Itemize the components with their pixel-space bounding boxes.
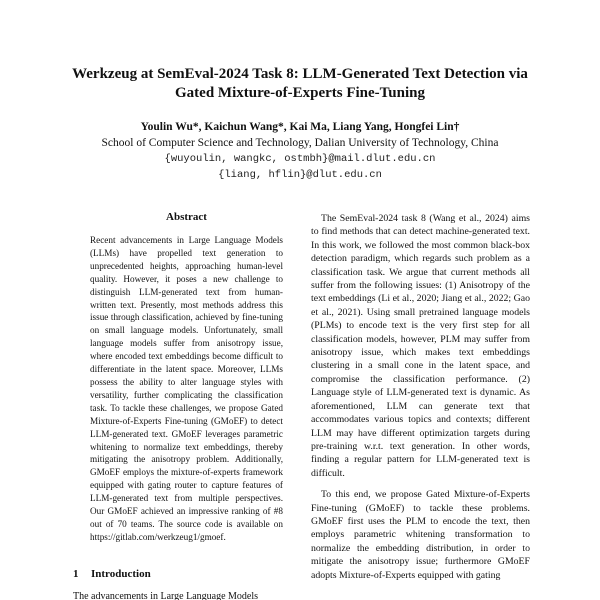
paragraph-1: The SemEval-2024 task 8 (Wang et al., 2024) aims to find methods that can detect machine-generated text. In this work, we followed the most common black-box detection paradigm, which regards such problem as a classification task. We argue that current methods all suffer from the following issues: (1) Anisotropy of the text embeddings (Li et al., 2020; Jiang et al., 2022; Gao et al., 2021). Using small pretrained language models (PLMs) to encode text is the very first step for all classification models, however, PLM may suffer from anisotropy issue, which makes text embeddings clustering in a small cone in the latent space, and compromise the classification performance. (2) Language style of LLM-generated text is dynamic. As aforementioned, LLM can generate text that accommodates various topics and contexts; different LLM may have different optimization targets during pre-training w.r.t. text generation. In other words, finding a regular pattern for LLM-generated text is difficult. xyxy=(311,213,530,479)
section-heading-introduction xyxy=(73,567,151,581)
email-line-1: {wuyoulin, wangkc, ostmbh}@mail.dlut.edu.cn xyxy=(164,153,436,165)
title-line-1: Werkzeug at SemEval-2024 Task 8: LLM-Generated Text Detection via xyxy=(72,66,528,82)
title-line-2: Gated Mixture-of-Experts Fine-Tuning xyxy=(175,85,425,101)
right-column xyxy=(311,212,530,582)
intro-first-line: The advancements in Large Language Models xyxy=(73,591,259,600)
abstract-heading: Abstract xyxy=(166,211,207,223)
section-title: Introduction xyxy=(91,568,151,580)
abstract-column xyxy=(90,210,283,544)
author-names: Youlin Wu*, Kaichun Wang*, Kai Ma, Liang Yang, Hongfei Lin† xyxy=(140,121,460,133)
author-block xyxy=(40,119,560,183)
paper-title xyxy=(40,65,560,103)
paragraph-2: To this end, we propose Gated Mixture-of-Experts Fine-tuning (GMoEF) to tackle these problems. GMoEF first uses the PLM to encode the text, then employs parametric whitening transformation to normalize the embedding distribution, in order to mitigate the anisotropy issue; furthermore GMoEF adopts Mixture-of-Experts equipped with gating xyxy=(311,489,530,581)
abstract-text: Recent advancements in Large Language Models (LLMs) have propelled text generation to unprecedented heights, approaching human-level quality. However, it poses a new challenge to distinguish LLM-generated text from human-written text. Presently, most methods address this issue through classification, achieved by fine-tuning on small language models. Unfortunately, small language models suffer from anisotropy issue, where encoded text embeddings become difficult to differentiate in the latent space. Moreover, LLMs possess the ability to alter language styles with versatility, further complicating the classification task. To tackle these challenges, we propose Gated Mixture-of-Experts Fine-tuning (GMoEF) to detect LLM-generated text. GMoEF leverages parametric whitening to normalize text embeddings, thereby mitigating the anisotropy problem. Additionally, GMoEF employs the mixture-of-experts framework equipped with gating router to capture features of LLM-generated text from multiple perspectives. Our GMoEF achieved an impressive ranking of #8 out of 70 teams. The source code is available on https://gitlab.com/werkzeug1/gmoef. xyxy=(90,235,283,542)
section-number: 1 xyxy=(73,568,79,580)
affiliation: School of Computer Science and Technology, Dalian University of Technology, China xyxy=(101,137,499,149)
email-line-2: {liang, hflin}@dlut.edu.cn xyxy=(218,169,382,181)
